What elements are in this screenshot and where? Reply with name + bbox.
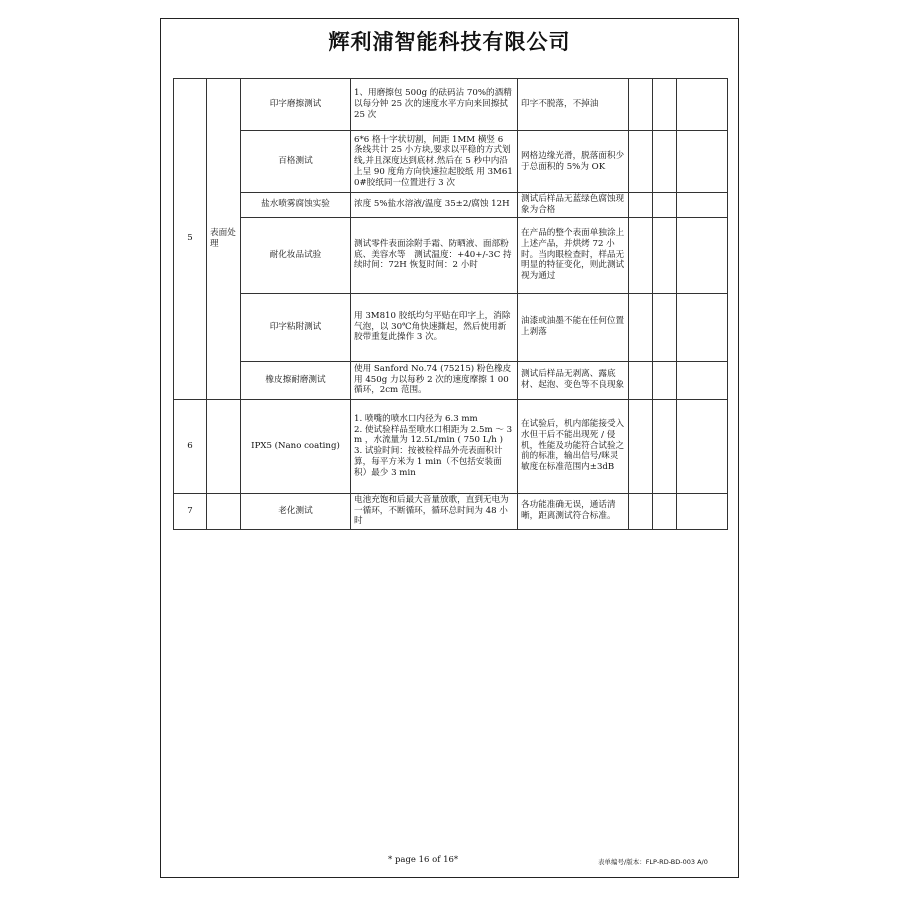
test-method: 6*6 格十字状切割，间距 1MM 横竖 6 条线共计 25 小方块,要求以平稳的方式划线,并且深度达到底材.然后在 5 秒中内沿上呈 90 度角方向快速拉起胶纸 用 3M610#胶纸同一位置进行 3 次: [351, 131, 518, 193]
blank-cell: [677, 493, 728, 529]
test-item: 印字粘附测试: [241, 293, 351, 361]
blank-cell: [629, 193, 653, 218]
blank-cell: [629, 293, 653, 361]
blank-cell: [629, 79, 653, 131]
blank-cell: [653, 399, 677, 493]
blank-cell: [629, 361, 653, 399]
blank-cell: [677, 217, 728, 293]
category-cell: [207, 399, 241, 493]
blank-cell: [629, 131, 653, 193]
row-number: 5: [174, 79, 207, 400]
category-cell: [207, 493, 241, 529]
blank-cell: [653, 193, 677, 218]
test-method: 测试零件表面涂附手霜、防晒液、面部粉底、美容水等 测试温度：+40+/-3C 持续时间：72H 恢复时间：2 小时: [351, 217, 518, 293]
page-number: * page 16 of 16*: [388, 855, 459, 865]
blank-cell: [677, 131, 728, 193]
blank-cell: [653, 361, 677, 399]
company-title: 辉利浦智能科技有限公司: [328, 30, 571, 54]
blank-cell: [629, 217, 653, 293]
test-method: 浓度 5%盐水溶液/温度 35±2/腐蚀 12H: [351, 193, 518, 218]
test-item: 耐化妆品试验: [241, 217, 351, 293]
test-spec-table: [173, 78, 728, 530]
table-row: [174, 399, 728, 493]
pass-standard: 网格边缘光滑，脱落面积少于总面积的 5%为 OK: [518, 131, 629, 193]
blank-cell: [653, 217, 677, 293]
blank-cell: [677, 361, 728, 399]
table-row: [174, 493, 728, 529]
blank-cell: [653, 79, 677, 131]
form-code: 表单编号/版本：FLP-RD-BD-003 A/0: [598, 858, 708, 866]
blank-cell: [677, 79, 728, 131]
row-number: 6: [174, 399, 207, 493]
table-row: [174, 217, 728, 293]
pass-standard: 在试验后，机内部能接受入水但干后不能出现死 / 侵机，性能及功能符合试验之前的标准，输出信号/咪灵敏度在标准范围内±3dB: [518, 399, 629, 493]
table-row: [174, 293, 728, 361]
blank-cell: [677, 399, 728, 493]
blank-cell: [653, 293, 677, 361]
pass-standard: 印字不脱落，不掉油: [518, 79, 629, 131]
blank-cell: [629, 399, 653, 493]
blank-cell: [677, 293, 728, 361]
row-number: 7: [174, 493, 207, 529]
test-method: 电池充饱和后最大音量放歌，直到无电为一循环，不断循环，循环总时间为 48 小时: [351, 493, 518, 529]
table-row: [174, 193, 728, 218]
pass-standard: 油漆或油墨不能在任何位置上剥落: [518, 293, 629, 361]
test-item: 百格测试: [241, 131, 351, 193]
blank-cell: [629, 493, 653, 529]
test-item: 盐水喷雾腐蚀实验: [241, 193, 351, 218]
pass-standard: 测试后样品无蓝绿色腐蚀现象为合格: [518, 193, 629, 218]
blank-cell: [653, 493, 677, 529]
pass-standard: 测试后样品无剥离、露底材、起泡、变色等不良现象: [518, 361, 629, 399]
test-item: 老化测试: [241, 493, 351, 529]
blank-cell: [653, 131, 677, 193]
table-row: [174, 79, 728, 131]
test-item: 印字磨擦测试: [241, 79, 351, 131]
method-line: 3. 试验时间：按被检样品外壳表面积计算，每平方米为 1 min（不包括安装面积）最少 3 min: [354, 446, 503, 478]
blank-cell: [677, 193, 728, 218]
test-method: 用 3M810 胶纸均匀平贴在印字上，消除气泡，以 30℃角快速撕起，然后使用新胶带重复此操作 3 次。: [351, 293, 518, 361]
pass-standard: 在产品的整个表面单独涂上上述产品，并烘烤 72 小时。当肉眼检查时，样品无明显的特征变化，则此测试视为通过: [518, 217, 629, 293]
test-item: IPX5 (Nano coating): [241, 399, 351, 493]
category-cell: 表面处理: [207, 79, 241, 400]
test-method: 1、用磨擦包 500g 的砝码沾 70%的酒精以每分钟 25 次的速度水平方向来回擦拭 25 次: [351, 79, 518, 131]
method-line: 1. 喷嘴的喷水口内径为 6.3 mm: [354, 413, 478, 424]
test-item: 橡皮擦耐磨测试: [241, 361, 351, 399]
test-method: [351, 399, 518, 493]
table-row: [174, 361, 728, 399]
pass-standard: 各功能准确无误，通话清晰，距离测试符合标准。: [518, 493, 629, 529]
test-method: 使用 Sanford No.74 (75215) 粉色橡皮用 450g 力以每秒 2 次的速度摩擦 1 00 循环，2cm 范围。: [351, 361, 518, 399]
method-line: 2. 使试验样品至喷水口相距为 2.5m ～ 3m ，水流量为 12.5L/min ( 750 L/h ): [354, 424, 513, 446]
table-row: [174, 131, 728, 193]
